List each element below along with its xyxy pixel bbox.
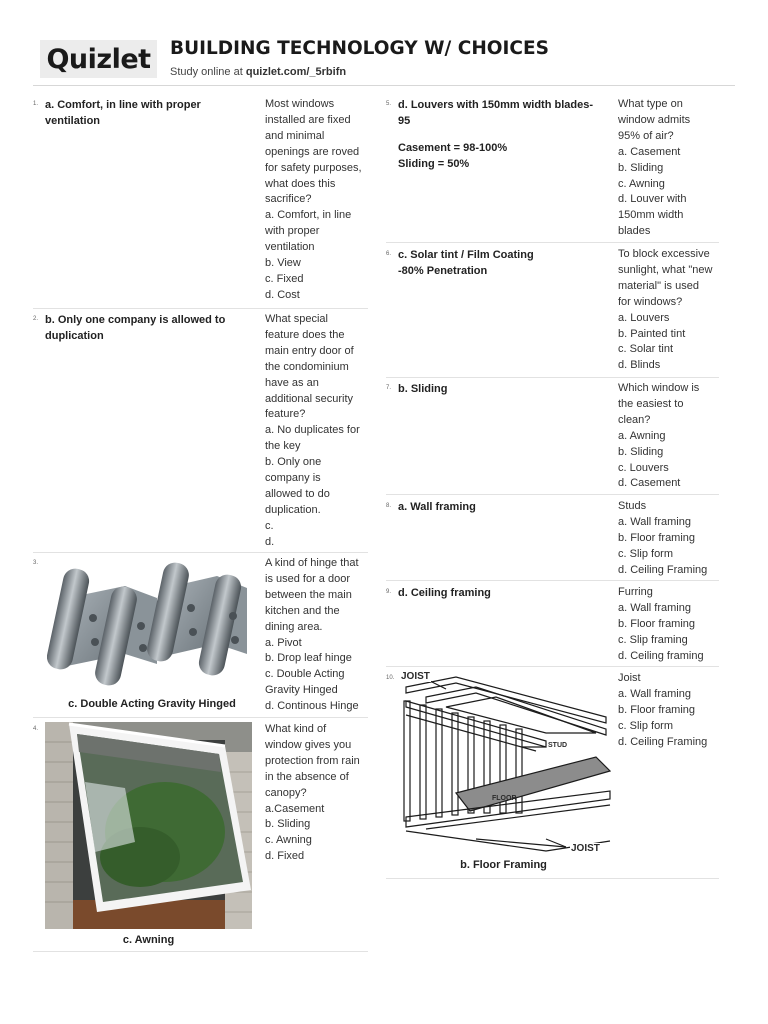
card-divider <box>386 494 719 495</box>
flashcard-7 <box>386 381 719 495</box>
double-acting-hinge-image <box>47 558 257 694</box>
card-definition: Furring a. Wall framing b. Floor framing c. Slip framing d. Ceiling framing <box>618 586 704 662</box>
card-number: 7. <box>386 385 392 391</box>
card-number: 6. <box>386 251 392 257</box>
card-caption: c. Double Acting Gravity Hinged <box>68 698 236 710</box>
card-number: 10. <box>386 675 395 681</box>
card-divider <box>386 377 719 378</box>
flashcard-8 <box>386 499 719 581</box>
flashcard-10 <box>386 671 719 879</box>
card-definition: Most windows installed are fixed and minimal openings are roved for safety purposes, what does this sacrifice? a. Comfort, in line with proper ventilation b. View c. Fixed d. Cost <box>265 98 362 301</box>
card-definition: Which window is the easiest to clean? a. Awning b. Sliding c. Louvers d. Casement <box>618 382 700 490</box>
card-divider <box>33 951 368 952</box>
card-number: 1. <box>33 101 39 107</box>
card-number: 4. <box>33 726 39 732</box>
card-definition: What type on window admits 95% of air? a. Casement b. Sliding c. Awning d. Louver with 150mm width blades <box>618 98 691 238</box>
study-online-line <box>170 66 346 78</box>
diagram-label-joist-top: JOIST <box>401 671 430 682</box>
study-url-link[interactable]: quizlet.com/_5rbifn <box>245 66 347 78</box>
quizlet-logo[interactable]: Quizlet <box>40 40 157 78</box>
card-term: c. Solar tint / Film Coating -80% Penetration <box>398 249 534 277</box>
card-caption: c. Awning <box>122 934 175 946</box>
card-divider <box>386 242 719 243</box>
floor-framing-illustration <box>396 671 611 855</box>
header-divider <box>33 85 735 86</box>
card-definition: Studs a. Wall framing b. Floor framing c. Slip form d. Ceiling Framing <box>618 500 708 576</box>
card-number: 5. <box>386 101 392 107</box>
card-divider <box>386 580 719 581</box>
card-definition: To block excessive sunlight, what "new material" is used for windows? a. Louvers b. Painted tint c. Solar tint d. Blinds <box>618 248 713 372</box>
card-definition: Joist a. Wall framing b. Floor framing c. Slip form d. Ceiling Framing <box>618 672 708 748</box>
card-definition: A kind of hinge that is used for a door between the main kitchen and the dining area. a. Pivot b. Drop leaf hinge c. Double Acting Gravity Hinged d. Continous Hinge <box>265 557 359 713</box>
card-divider <box>33 717 368 718</box>
card-number: 2. <box>33 316 39 322</box>
study-prefix: Study online at <box>170 66 243 78</box>
flashcard-4 <box>33 722 368 952</box>
floor-framing-diagram <box>396 671 611 855</box>
flashcard-2 <box>33 312 368 553</box>
card-term: b. Sliding <box>398 383 448 395</box>
card-divider <box>33 308 368 309</box>
flashcard-1 <box>33 97 368 309</box>
awning-window-photo <box>45 722 252 929</box>
card-number: 9. <box>386 589 392 595</box>
diagram-label-joist-bottom: JOIST <box>571 843 600 854</box>
card-divider <box>386 878 719 879</box>
card-divider <box>33 552 368 553</box>
hinge-illustration <box>47 558 257 694</box>
card-divider <box>386 666 719 667</box>
diagram-label-floor: FLOOR <box>492 795 517 802</box>
card-term: a. Wall framing <box>398 501 476 513</box>
diagram-label-stud: STUD <box>548 742 568 749</box>
card-definition: What kind of window gives you protection from rain in the absence of canopy? a.Casement b. Sliding c. Awning d. Fixed <box>265 723 360 863</box>
card-term: b. Only one company is allowed to duplication <box>45 314 226 342</box>
page-header <box>0 0 768 86</box>
flashcard-6 <box>386 247 719 378</box>
card-term: d. Louvers with 150mm width blades- 95 Casement = 98-100% Sliding = 50% <box>398 99 593 170</box>
card-caption: b. Floor Framing <box>460 859 547 871</box>
card-term: a. Comfort, in line with proper ventilation <box>45 99 201 127</box>
flashcard-9 <box>386 585 719 667</box>
flashcard-5 <box>386 97 719 243</box>
awning-window-image <box>45 722 252 929</box>
card-term: d. Ceiling framing <box>398 587 491 599</box>
card-definition: What special feature does the main entry door of the condominium have as an additional security feature? a. No duplicates for the key b. Only one company is allowed to do duplication. c. d. <box>265 313 360 548</box>
page-title: BUILDING TECHNOLOGY W/ CHOICES <box>170 38 549 59</box>
card-number: 3. <box>33 560 39 566</box>
flashcard-3 <box>33 556 368 718</box>
card-number: 8. <box>386 503 392 509</box>
